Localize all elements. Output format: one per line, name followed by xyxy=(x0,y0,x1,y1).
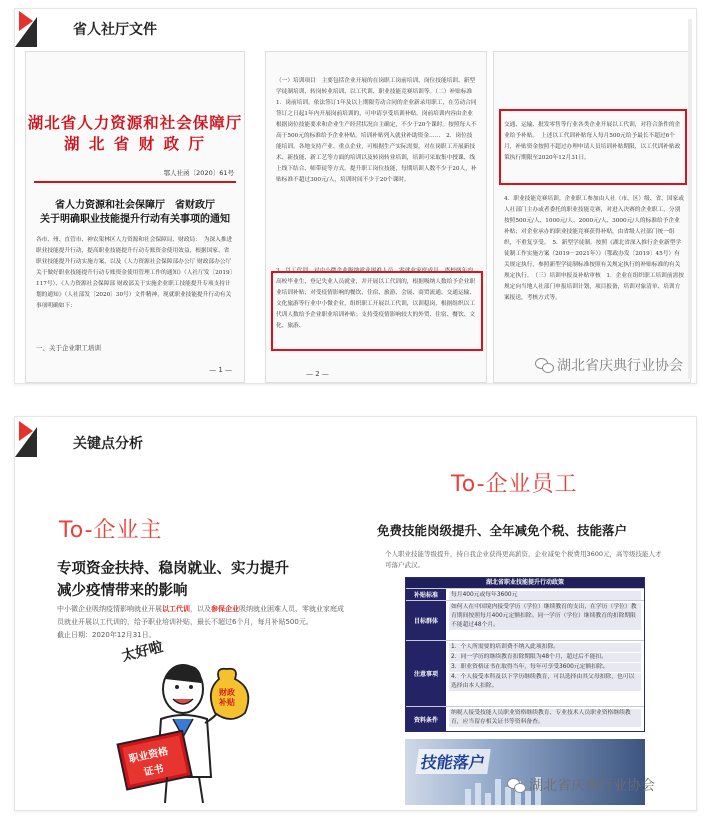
header-accent-red xyxy=(19,11,33,31)
row-item: 4．个人接受本科及以下学历继续教育，可以选择由其父母扣除，也可以选择由本人扣除。 xyxy=(449,673,641,691)
org-name-line2: 湖 北 省 财 政 厅 xyxy=(64,134,206,153)
watermark-text: 湖北省庆典行业协会 xyxy=(557,358,683,374)
row-label: 资料条件 xyxy=(406,707,446,731)
highlight-work-training: 以工代训 xyxy=(162,605,190,613)
page3-text-b: 4．职业技能竞赛培训。企业职工参加由人社（市、区）级、省、国家或人社部门主办或者委托的职业技能竞赛，对进入决赛的企业职工，分别按照500元/人、1000元/人、2000元/人、3000元/人的标准给予企业补贴；对企业承办的职业技能竞赛获得补贴，由省级人社部门统一组织，不重复享受。 5．新型学徒制。按照《湖北省深入推行企业新型学徒制工作实施方案（2019－2021年）》（鄂政办发〔2019〕45号）有关规定执行，参照新型学徒制标准按照有关规定执行的补贴标准的有关规定执行。 （三）培训申报及补贴审核 1．企业在组织职工培训前需按规定向当地人社部门申报培训计划，项目报备，培训对象清单、培训方案报送，考核方式等。 xyxy=(504,196,684,301)
page2-text-b: 3．以工代训。对中小微企业吸纳就业困难人员，零就业家庭成员、离校两年内高校毕业生、登记失业人员就业，并开展以工代训的，根据吸纳人数给予企业职业培训补贴；对受疫情影响的餐饮、住宿、旅游、会展、商贸流通、交通运输、文化旅游等行业中小微企业，组织职工开展以工代训，以训稳岗，根据组织以工代训人数给予企业职业培训补贴；支持受疫情影响较大的外贸、住宿、餐饮、文化、旅游、 xyxy=(276,268,476,329)
document-body: 各市、州、直管市、神农架林区人力资源和社会保障局、财政局： 为深入推进职业技能提升行动，提高职业技能提升行动专账资金使用效益，根据国家、省职业技能提升行动实施方案，以及《人力资源社会保障部办公厅 财政部办公厅关于做好职业技能提升行动专账资金使用管理工作的通知》（人社厅发〔2019〕117号）、《人力资源社会保障部 财政部关于实施企业职工技能提升专项支持计划的通知》（人社部发〔2020〕30号）文件精神，现就职业技能提升行动有关事项明确如下： xyxy=(36,237,233,309)
header-accent-red xyxy=(19,421,33,441)
page-number: — 1 — xyxy=(209,366,232,374)
owner-subheading-line1: 专项资金扶持、稳岗就业、实力提升 xyxy=(57,561,289,577)
page3-text-a: 交通、运输、批发零售等行业各类企业开展以工代训，对符合条件的企业给予补贴。 上述以工代训补贴每人每月500元给予最长不超过6个月，补贴资金按照不超过办理申请人员培训补贴期限，以工代训补贴政策执行期限至2020年12月31日。 xyxy=(504,122,681,161)
cartoon-illustration xyxy=(115,627,265,807)
slide-header-title: 关键点分析 xyxy=(73,436,143,452)
table-row xyxy=(406,600,644,640)
owner-deadline: 截止日期：2020年12月31日。 xyxy=(57,631,156,639)
table-title: 湖北省职业技能提升行动政策 xyxy=(406,578,644,588)
banner-text: 技能落户 xyxy=(415,749,491,774)
org-name-line1: 湖北省人力资源和社会保障厅 xyxy=(27,113,243,132)
document-number: 鄂人社函〔2020〕61号 xyxy=(163,169,234,177)
document-page-3 xyxy=(493,51,691,383)
row-label: 目标群体 xyxy=(406,601,446,640)
watermark xyxy=(507,775,655,795)
row-item: 如何人在中国境内接受学历（学位）继续教育的支出，在学历（学位）教育期间按照每月400元定额扣除。同一学历（学位）继续教育的扣除期限不能超过48个月。 xyxy=(449,603,641,630)
book-text-2: 证书 xyxy=(142,763,165,779)
document-title-line2: 关于明确职业技能提升行动有关事项的通知 xyxy=(40,214,230,225)
bag-text-2: 补贴 xyxy=(219,698,235,707)
owner-subheading-line2: 减少疫情带来的影响 xyxy=(57,583,188,599)
row-item: 1．个人所需要的培训费不纳入此项扣除。 xyxy=(449,643,641,652)
side-shadow xyxy=(688,19,692,379)
watermark-text: 湖北省庆典行业协会 xyxy=(529,778,655,794)
table-row xyxy=(406,706,644,731)
heading-to-owner: To-企业主 xyxy=(59,518,163,543)
table-row xyxy=(406,588,644,600)
highlight-insured-enterprise: 参保企业 xyxy=(211,605,239,613)
document-page-1 xyxy=(25,51,245,383)
employee-description: 个人职业技能等级提升，持自我企业获得更高薪资，企业减免个税费用3600元，高等级技能人才可落户武汉。 xyxy=(385,550,662,569)
slide-key-points xyxy=(14,416,697,811)
heading-to-employee: To-企业员工 xyxy=(451,472,578,497)
bubble-text: 太好啦 xyxy=(120,639,165,665)
policy-table xyxy=(405,577,645,732)
page-number: — 2 — xyxy=(306,370,329,378)
row-label: 注意事项 xyxy=(406,641,446,706)
highlight-box-deadline xyxy=(499,109,687,185)
section-heading: 一、关于企业职工培训 xyxy=(36,344,101,352)
row-item: 3．职业资格证书在取得当年，每年可享受3600元定额扣除。 xyxy=(449,663,641,672)
row-item: 2．同一学历的继续教育扣除期限为48个月，超过后不能扣。 xyxy=(449,653,641,662)
bag-text-1: 财政 xyxy=(219,688,235,697)
book-text-1: 职业资格 xyxy=(127,746,170,766)
wechat-icon xyxy=(535,358,553,372)
highlight-box-training-subsidy xyxy=(271,271,483,351)
watermark xyxy=(535,355,683,375)
document-title-line1: 省人力资源和社会保障厅 省财政厅 xyxy=(55,200,215,211)
row-item: 每月400元或每年3600元 xyxy=(449,591,641,600)
page2-text-a: （一）培训项目 主要包括企业开展的在岗职工岗前培训、岗位技能培训、新型学徒制培训、转岗转业培训、以工代训、职业技能竞赛培训等。（二）补贴标准 1．岗前培训。依法签订1年及以上期限劳动合同的企业新录用职工，在劳动合同签订之日起1年内开展岗前培训的，可申请享受培训补贴。岗前培训内容由企业根据岗位技能要求和企业生产经营状况自主确定，不少于20个课时。按照每人不高于500元的标准给予企业补贴。培训补贴列入就业补助资金…… 2．岗位技能培训。各地支持产业、重点企业，可根据生产实际需要，对在岗职工开展新技术、新技能、新工艺等方面的培训以及转岗转业培训，培训可采取集中授课、线上线下结合、师带徒等方式。提升职工岗位技能，每期培训人数不少于20人，补贴标准不超过300元/人，培训时间不少于20个课时。 xyxy=(276,78,478,183)
red-divider xyxy=(34,181,236,183)
row-item: 纳税人接受技能人员职业资格继续教育、专业技术人员职业资格继续教育，应当留存相关证书等资料备查。 xyxy=(449,709,641,727)
slide-header-title: 省人社厅文件 xyxy=(73,22,157,38)
wechat-icon xyxy=(507,778,525,792)
employee-subheading: 免费技能岗级提升、全年减免个税、技能落户 xyxy=(377,523,628,538)
table-row xyxy=(406,640,644,706)
skill-settlement-banner xyxy=(405,739,645,805)
row-label: 补贴标准 xyxy=(406,589,446,600)
owner-description: 中小微企业吸纳疫情影响就业开展以工代训，以及参保企业吸纳就业困难人员、零就业家庭成员就业开展以工代训的，给予职业培训补贴，最长不超过6个月，每月补贴500元。 xyxy=(57,605,344,626)
cartoon-figure-icon xyxy=(115,627,265,807)
slide-document-files xyxy=(14,8,697,384)
